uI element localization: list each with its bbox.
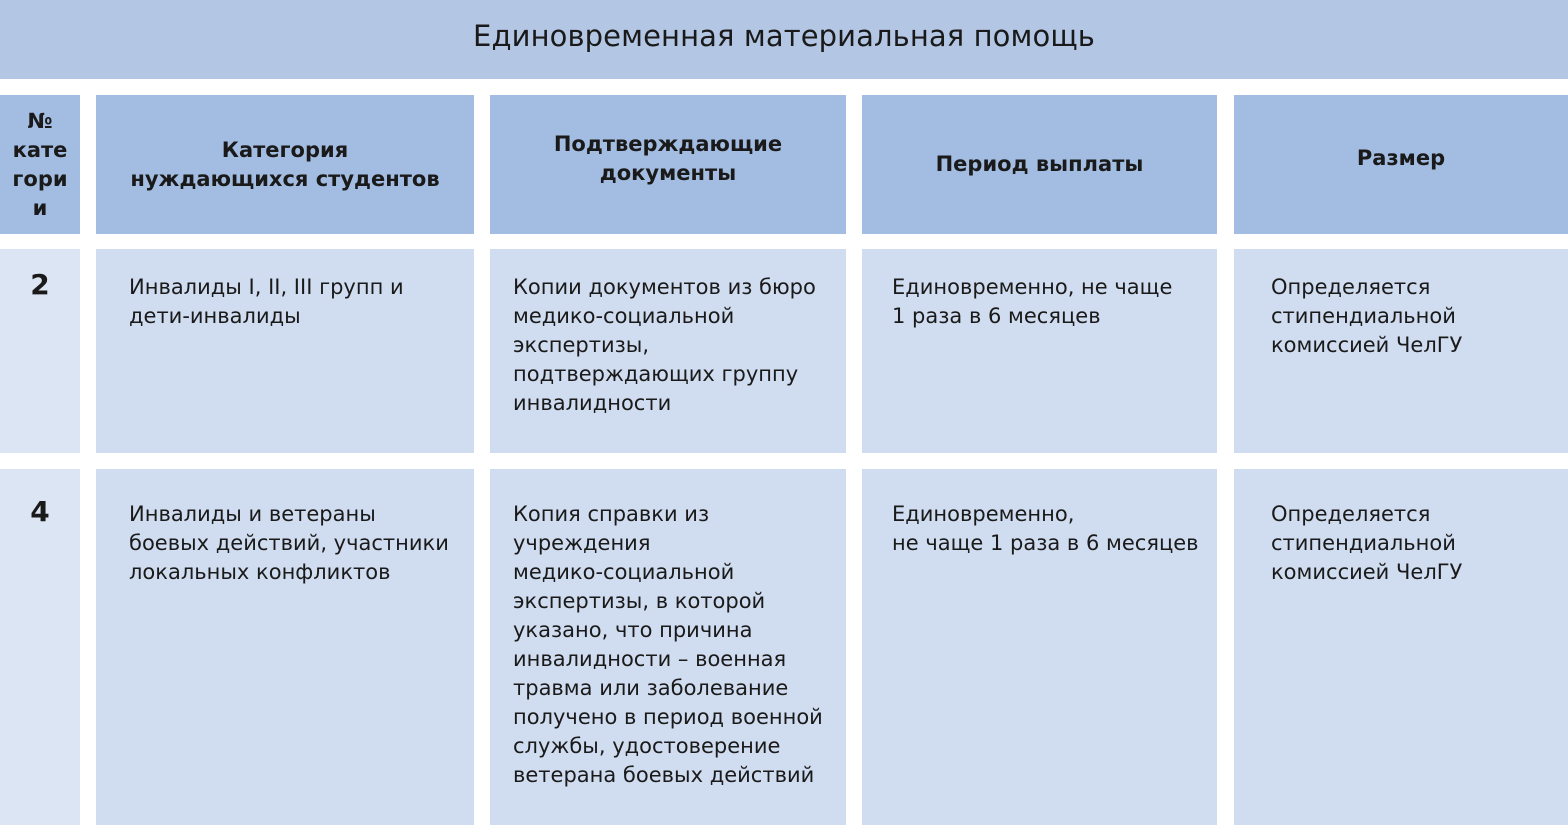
header-amount: Размер [1234,95,1568,234]
header-documents: Подтверждающие документы [490,95,846,234]
row-1-period: Единовременно, не чаще 1 раза в 6 месяцев [862,249,1217,453]
row-2-period: Единовременно, не чаще 1 раза в 6 месяцев [862,469,1217,825]
row-1-amount: Определяется стипендиальной комиссией ЧелГУ [1234,249,1568,453]
row-1-category: Инвалиды I, II, III групп и дети-инвалиды [96,249,474,453]
row-2-documents: Копия справки из учреждения медико-социальной экспертизы, в которой указано, что причина инвалидности – военная травма или заболевание получено в период военной службы, удостоверение ветерана боевых действий [490,469,846,825]
row-1-documents: Копии документов из бюро медико-социальной экспертизы, подтверждающих группу инвалидности [490,249,846,453]
row-1-number: 2 [0,249,80,453]
row-2-amount: Определяется стипендиальной комиссией ЧелГУ [1234,469,1568,825]
row-2-category: Инвалиды и ветераны боевых действий, участники локальных конфликтов [96,469,474,825]
title-bar [0,0,1568,79]
header-category-number: № кате гори и [0,95,80,234]
row-2-number: 4 [0,469,80,825]
page-title: Единовременная материальная помощь [473,18,1095,53]
header-student-category: Категория нуждающихся студентов [96,95,474,234]
header-payment-period: Период выплаты [862,95,1217,234]
